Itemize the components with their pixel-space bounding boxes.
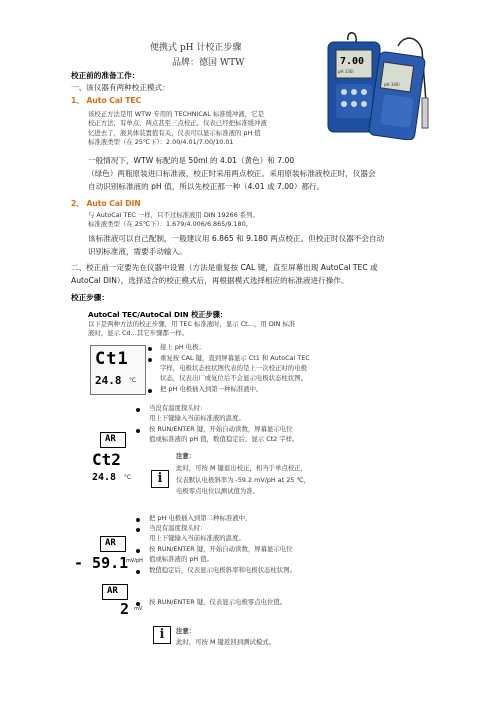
lcd-ar-label: AR — [105, 538, 116, 548]
device-readout: 7.00 — [340, 56, 365, 67]
mode1-notes — [88, 155, 376, 192]
modes-intro: 一、该仪器有两种校正模式： — [71, 83, 170, 92]
step-line: 状态，仪表出厂或复位后不会显示电极状态柱状图。 — [160, 374, 307, 382]
mode2-line: 标准液类型（在 25℃下）：1.679/4.006/6.865/9.180。 — [88, 220, 253, 229]
step-line: 重复按 CAL 键，直到屏幕显示 Ct1 和 AutoCal TEC — [160, 354, 310, 362]
lcd-ar-label: AR — [107, 586, 118, 596]
note-2 — [176, 627, 275, 648]
bullet-icon — [136, 518, 140, 522]
step-line: 当没有温度探头时： — [149, 524, 207, 532]
mode1-note-line: （绿色）两瓶原装进口标准液，校正时采用两点校正。采用原装标准液校正时，仪器会 — [87, 169, 376, 178]
step-line: 用上下键输入当前标准液的温度。 — [149, 534, 245, 542]
step2-block — [71, 262, 378, 286]
mode1-title: 1、 Auto Cal TEC — [71, 96, 142, 105]
cal-intro-line: 以下是两种方法的校正步骤，用 TEC 标准液时，显示 Ct…，用 DIN 标准 — [88, 320, 296, 328]
step2-line: AutoCal DIN），选择适合的校正模式后，再根据模式选择相应的标准液进行操作。 — [71, 276, 349, 285]
info-icon: i — [151, 470, 169, 488]
step-line: 值或标准液的 pH 值。 — [149, 555, 214, 563]
lcd-temp: 24.8 — [92, 472, 117, 483]
lcd-temp-unit: °C — [124, 474, 132, 481]
step-line: 字样，电极状态柱状图代表的是上一次校正时的电极 — [160, 364, 307, 372]
lcd-ar-box — [100, 536, 126, 552]
step-line: 把 pH 电极插入到第二种标准液中， — [149, 514, 252, 522]
steps-heading: 校正步骤： — [71, 293, 109, 302]
mode1-line: 忆进去了，液具体装置值有关，仪表可以显示标准液的 pH 值 — [88, 128, 261, 137]
device-label-right: pH 340i — [384, 82, 400, 87]
step-line: 当没有温度探头时： — [149, 404, 207, 412]
note-title: 注意： — [176, 627, 196, 635]
lcd-slope-unit: mV/pH — [126, 558, 143, 564]
step-line: 按 RUN/ENTER 键，开始自动读数，屏幕显示电位 — [149, 545, 293, 553]
step-line: 用上下键输入当前标准液的温度。 — [149, 414, 245, 422]
bullet-icon — [136, 429, 140, 433]
lcd-ar-label: AR — [105, 434, 116, 444]
note-title: 注意： — [176, 452, 196, 460]
lcd-temp: 24.8 — [95, 374, 122, 387]
note-line: 电极零点电位以测试值为准。 — [176, 487, 260, 496]
note-line: 仪表默认电极斜率为 -59.2 mV/pH at 25 ℃， — [176, 475, 310, 484]
mode2-title: 2、 Auto Cal DIN — [71, 199, 141, 208]
step2-line: 二、校正前一定要先在仪器中设置（方法是重复按 CAL 键，直至屏幕出现 AutoCal TEC 或 — [71, 263, 378, 272]
lcd-slope-value: - 59.1 — [74, 554, 129, 572]
mode2-line: 该标准液可以自己配制，一般建议用 6.865 和 9.180 两点校正。但校正时仪器不会自动 — [88, 233, 385, 243]
bullet-icon — [148, 389, 152, 393]
page-title: 便携式 pH 计校正步骤 — [150, 43, 242, 53]
lcd-ct2-label: Ct2 — [92, 450, 121, 469]
mode1-note-line: 一般情况下，WTW 标配的是 50ml 的 4.01（黄色）和 7.00 — [88, 156, 295, 165]
step-line-zero: 按 RUN/ENTER 键，仪表显示电极零点电位值。 — [149, 598, 287, 606]
mode2-line: 与 AutoCal TEC 一样，只不过标准液用 DIN 19266 系列。 — [88, 211, 259, 219]
brand-subtitle: 品牌：德国 WTW — [172, 58, 245, 68]
lcd-ct1-label: Ct1 — [95, 349, 129, 369]
lcd-temp-unit: °C — [129, 377, 137, 384]
lcd-zero-unit: mV — [134, 606, 143, 612]
lcd-screen-zero — [100, 580, 146, 624]
bullet-icon — [148, 347, 152, 351]
cal-intro-line: 液时，显示 Cd…其它步骤都一样。 — [88, 329, 189, 338]
device-label-left: pH 330i — [338, 69, 354, 74]
mode1-desc — [88, 110, 267, 148]
prep-heading: 校正前的准备工作： — [71, 71, 140, 80]
lcd-zero-value: 2 — [120, 600, 130, 618]
step-line: 接上 pH 电极； — [160, 343, 205, 351]
note-line: 此时，可按 M 键返回到测试模式。 — [176, 638, 276, 647]
lcd-ar-box — [100, 432, 126, 448]
bullet-icon — [136, 408, 140, 412]
lcd-screen-ct2 — [90, 430, 144, 492]
cal-heading: AutoCal TEC/AutoCal DIN 校正步骤： — [88, 310, 228, 319]
step-line: 按 RUN/ENTER 键，开始自动读数，屏幕显示电位 — [149, 425, 293, 433]
mode1-line: 该校正方法是用 WTW 专用的 TECHNICAL 标准缓冲液，它是 — [88, 110, 264, 118]
step-line: 把 pH 电极插入到第一种标准液中。 — [160, 385, 263, 393]
note-line: 此时，可按 M 键退出校正，相当于单点校正， — [176, 464, 307, 473]
lcd-ar-box — [102, 584, 128, 600]
cal-intro — [88, 320, 295, 339]
mode2-line: 识别标准液，需要手动输入。 — [88, 246, 187, 256]
mode1-note-line: 自动识别标准液的 pH 值，所以先校正那一种（4.01 或 7.00）都行。 — [88, 182, 325, 191]
info-icon: i — [153, 626, 171, 644]
note-1 — [176, 452, 310, 497]
mode1-line: 标准液类型（在 25℃下）：2.00/4.01/7.00/10.01 — [88, 138, 234, 147]
bullet-icon — [148, 358, 152, 362]
mode1-line: 校正方法，有单点、两点甚至三点校正。仪表已经把标准缓冲液 — [88, 119, 267, 128]
step-line: 数值稳定后，仪表显示电极斜率和电极状态柱状图。 — [149, 566, 296, 574]
lcd-screen-ct1 — [90, 345, 146, 395]
step-line: 值或标准液的 pH 值，数值稳定后，显示 Ct2 字样。 — [149, 435, 299, 443]
mode2-desc — [88, 211, 384, 257]
device-photo — [318, 32, 436, 140]
